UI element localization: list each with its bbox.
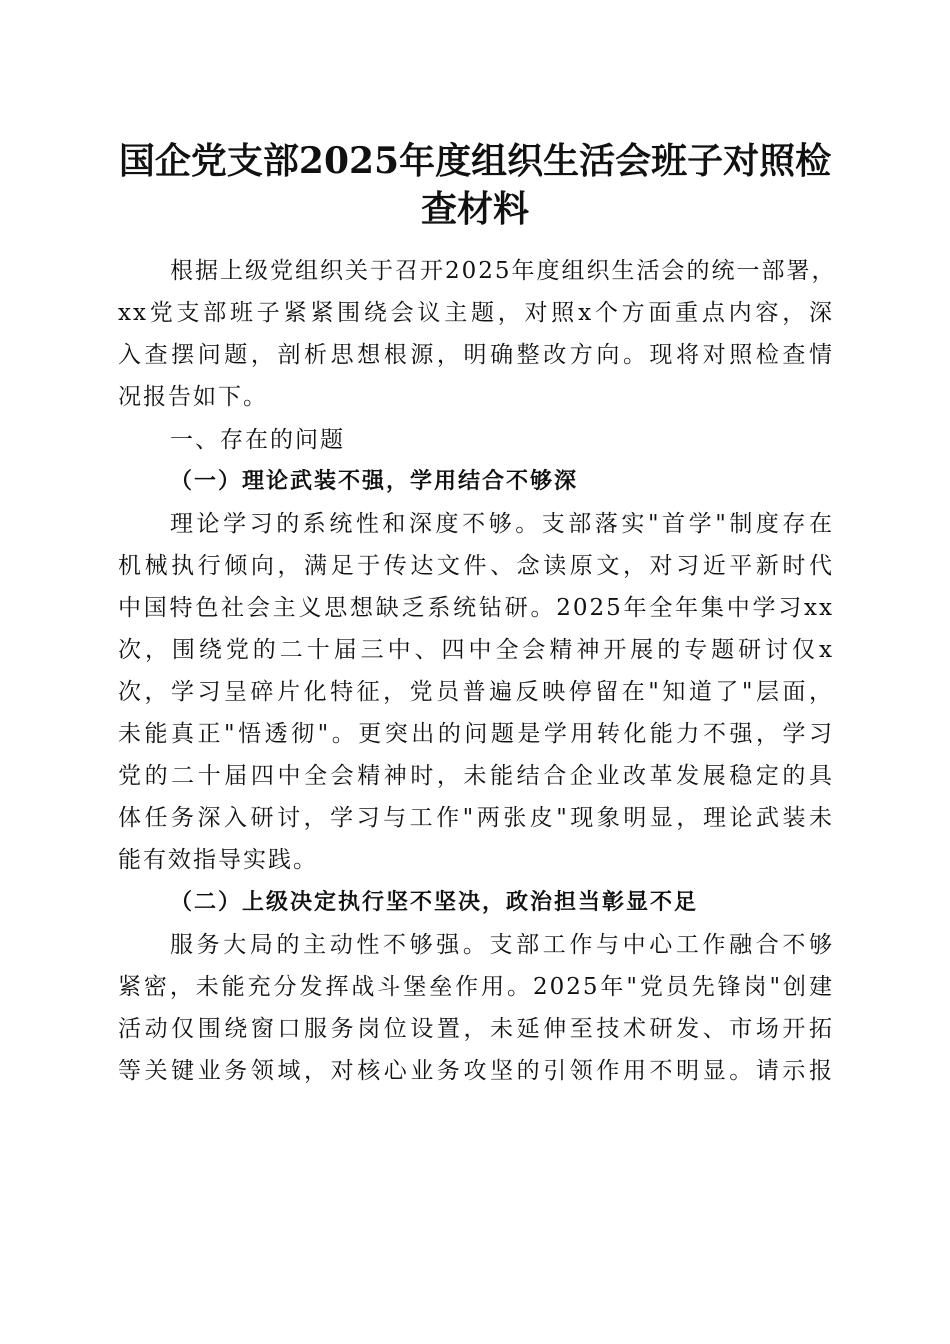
paragraph-line: 服务大局的主动性不够强。支部工作与中心工作融合不够 [170,932,834,958]
document-title-line-1: 国企党支部2025年度组织生活会班子对照检 [118,140,832,182]
intro-line: 况报告如下。 [118,384,268,410]
section-heading: 一、存在的问题 [170,427,345,453]
subsection-heading: （二）上级决定执行坚不坚决，政治担当彰显不足 [170,890,699,915]
paragraph-line: 体任务深入研讨，学习与工作"两张皮"现象明显，理论武装未 [118,805,834,831]
paragraph-line: 能有效指导实践。 [118,847,318,873]
paragraph-line: 等关键业务领域，对核心业务攻坚的引领作用不明显。请示报 [118,1058,834,1084]
paragraph-line: 中国特色社会主义思想缺乏系统钻研。2025年全年集中学习xx [118,595,834,621]
paragraph-line: 党的二十届四中全会精神时，未能结合企业改革发展稳定的具 [118,763,834,789]
paragraph-line: 次，围绕党的二十届三中、四中全会精神开展的专题研讨仅x [118,637,834,663]
paragraph-line: 次，学习呈碎片化特征，党员普遍反映停留在"知道了"层面， [118,679,834,705]
document-title-line-2: 查材料 [420,188,529,230]
paragraph-line: 理论学习的系统性和深度不够。支部落实"首学"制度存在 [170,511,834,537]
paragraph-line: 机械执行倾向，满足于传达文件、念读原文，对习近平新时代 [118,553,834,579]
paragraph-line: 紧密，未能充分发挥战斗堡垒作用。2025年"党员先锋岗"创建 [118,974,834,1000]
intro-line: 根据上级党组织关于召开2025年度组织生活会的统一部署， [170,258,837,284]
paragraph-line: 活动仅围绕窗口服务岗位设置，未延伸至技术研发、市场开拓 [118,1016,834,1042]
subsection-heading: （一）理论武装不强，学用结合不够深 [170,469,579,494]
intro-line: xx党支部班子紧紧围绕会议主题，对照x个方面重点内容，深 [118,300,834,326]
intro-line: 入查摆问题，剖析思想根源，明确整改方向。现将对照检查情 [118,342,834,368]
paragraph-line: 未能真正"悟透彻"。更突出的问题是学用转化能力不强，学习 [118,721,834,747]
